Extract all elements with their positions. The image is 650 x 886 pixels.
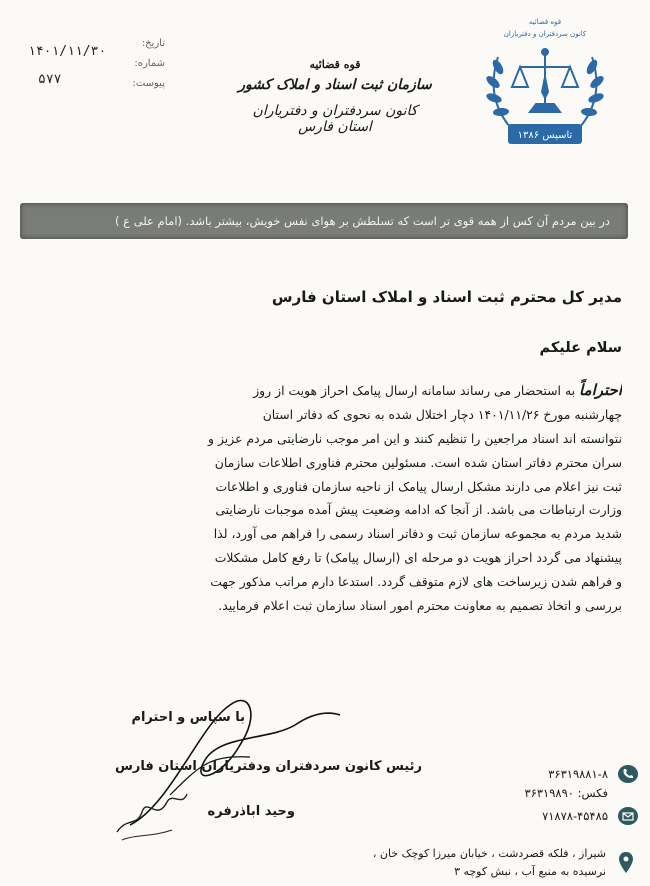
- attachment-label: پیوست:: [132, 78, 165, 89]
- quote-text: در بین مردم آن کس از همه قوی تر است که تسلطش بر هوای نفس خویش، بیشتر باشد. (امام علی ع ): [114, 214, 610, 228]
- kanoon-name: کانون سردفتران و دفتریاران استان فارس: [252, 103, 418, 135]
- organization-name: سازمان ثبت اسناد و املاک کشور: [238, 77, 432, 93]
- signer-title: رئیس کانون سردفتران ودفتریاران استان فارس: [114, 759, 422, 774]
- recipient-line: مدیر کل محترم ثبت اسناد و املاک استان فارس: [271, 288, 622, 306]
- contact-block: [370, 765, 638, 826]
- seal-top-text: قوه قضائیه: [528, 18, 562, 26]
- letter-meta: [20, 36, 165, 96]
- body-line: پیشنهاد می گردد احراز هویت دو مرحله ای (ارسال پیامک) تا رفع کامل مشکلات: [214, 550, 622, 566]
- location-pin-icon: [618, 851, 634, 875]
- body-line: [24, 379, 622, 403]
- signer-name: وحید اباذرفره: [207, 804, 295, 819]
- seal-ring-text: کانون سردفتران و دفتریاران: [503, 30, 587, 38]
- phone-row: [370, 765, 638, 784]
- body-line: چهارشنبه مورخ ۱۴۰۱/۱۱/۲۶ دچار اختلال شده به نحوی که دفاتر استان: [262, 406, 622, 422]
- phone-icon: [618, 765, 638, 783]
- attachment-row: [20, 72, 165, 96]
- body-line: بررسی و اتخاذ تصمیم به معاونت محترم امور اسناد سازمان ثبت اعلام فرمایید.: [218, 598, 622, 614]
- organization-title-block: [235, 58, 435, 135]
- seal-founded-text: تاسیس ۱۳۸۶: [517, 130, 573, 141]
- address-line-2: نرسیده به منبع آب ، نبش کوچه ۳: [454, 865, 606, 878]
- postal-row: [370, 807, 638, 826]
- greeting-line: سلام علیکم: [539, 340, 622, 356]
- fax-row: [370, 784, 638, 803]
- fax-row-spacer: [618, 784, 638, 802]
- date-value: ۱۴۰۱/۱۱/۳۰: [28, 44, 107, 59]
- address-line-1: شیراز ، فلکه قصردشت ، خیابان میرزا کوچک خان ،: [372, 847, 606, 860]
- body-line: شدید مردم به مجموعه سازمان ثبت و دفاتر اسناد رسمی را فراهم می آورد، لذا: [213, 526, 622, 542]
- fax-number: فکس: ۳۶۳۱۹۸۹۰: [524, 786, 608, 800]
- initials-scribble: [112, 782, 192, 842]
- body-line: و فراهم شدن زیرساخت های لازم متوقف گردد. استدعا دارم مراتب مذکور جهت: [210, 574, 622, 590]
- pen-nib-icon: [541, 72, 549, 100]
- letter-body: [24, 379, 622, 618]
- address-block: [372, 845, 638, 881]
- phone-number: ۳۶۳۱۹۸۸۱-۸: [548, 767, 608, 781]
- body-line: نتوانسته اند اسناد مراجعین را تنظیم کنند و این امر موجب نارضایتی مردم عزیز و: [208, 430, 622, 446]
- opening-word: احتراماً: [578, 381, 622, 399]
- body-line: ثبت نیز اعلام می دارند مشکل ارسال پیامک از ناحیه سازمان فناوری و اطلاعات: [215, 478, 622, 494]
- body-line: وزارت ارتباطات می باشد. از آنجا که ادامه وضعیت پیش آمده موجبات نارضایتی: [215, 502, 622, 518]
- postal-code: ۷۱۸۷۸-۴۵۴۸۵: [542, 809, 608, 823]
- date-label: تاریخ:: [141, 38, 165, 49]
- kanoon-seal-emblem: [470, 12, 620, 152]
- body-line-text: به استحضار می رساند سامانه ارسال پیامک احراز هویت از روز: [253, 383, 579, 398]
- mailbox-icon: [618, 807, 638, 825]
- quote-banner: [20, 203, 628, 239]
- number-value: ۵۷۷: [38, 72, 62, 87]
- body-line: سران محترم دفاتر استان شده است. مسئولین محترم فناوری اطلاعات سازمان: [214, 454, 622, 470]
- judiciary-label: قوه قضائیه: [309, 58, 361, 71]
- number-label: شماره:: [134, 58, 165, 69]
- closing-line: با سپاس و احترام: [131, 710, 245, 725]
